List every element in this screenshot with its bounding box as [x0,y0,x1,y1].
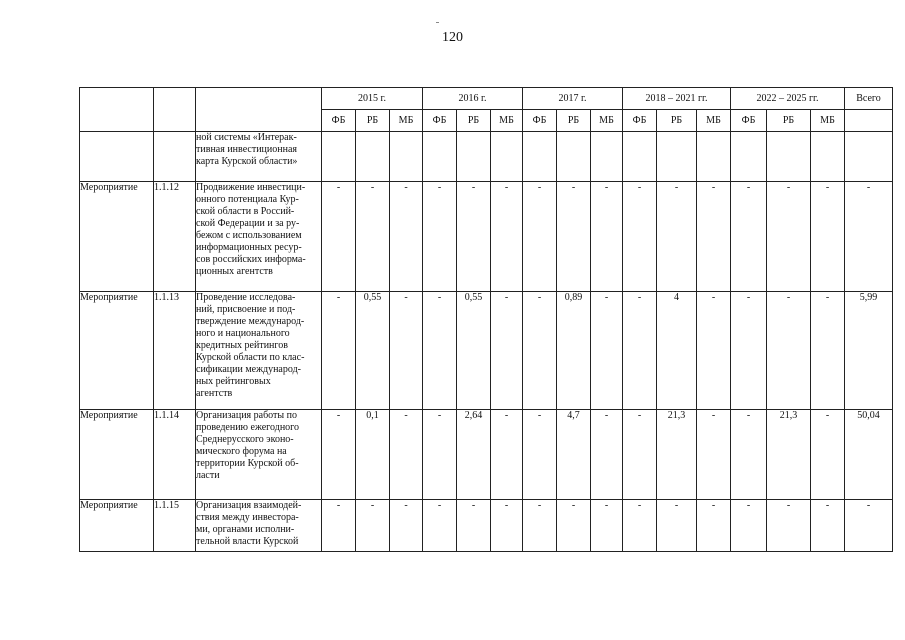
value-cell: - [322,292,356,410]
row-kind: Мероприятие [80,410,154,500]
row-kind: Мероприятие [80,292,154,410]
description-line: ствия между инвестора- [196,512,299,523]
description-line: Курской области по клас- [196,352,305,363]
row-code: 1.1.14 [154,410,196,500]
description-line: карта Курской области» [196,156,298,167]
value-cell: - [356,182,390,292]
table-row [80,410,893,500]
value-cell: - [491,292,523,410]
value-cell [731,132,767,182]
header-row-years [80,88,893,110]
value-cell: - [657,500,697,552]
source-header: МБ [491,110,523,132]
value-cell: - [523,500,557,552]
description-line: кредитных рейтингов [196,340,288,351]
source-header: МБ [697,110,731,132]
value-cell: - [697,182,731,292]
value-cell: 0,55 [356,292,390,410]
row-description [196,292,322,410]
value-cell: - [390,410,423,500]
value-cell [557,132,591,182]
value-cell: - [591,500,623,552]
source-header: РБ [657,110,697,132]
description-line: проведению ежегодного [196,422,300,433]
value-cell: - [591,292,623,410]
total-cell [845,132,893,182]
row-description [196,500,322,552]
value-cell: - [322,410,356,500]
description-line: онного потенциала Кур- [196,194,299,205]
value-cell: - [523,410,557,500]
source-header: МБ [811,110,845,132]
description-line: ний, присвоение и под- [196,304,296,315]
value-cell: - [623,500,657,552]
source-header: РБ [557,110,591,132]
value-cell: - [423,292,457,410]
table-row [80,182,893,292]
value-cell: - [390,500,423,552]
row-kind [80,132,154,182]
source-header: РБ [356,110,390,132]
value-cell: - [523,292,557,410]
value-cell: - [767,182,811,292]
scan-mark [436,22,439,23]
description-line: ской Федерации и за ру- [196,218,300,229]
description-line: сов российских информа- [196,254,306,265]
value-cell: 0,89 [557,292,591,410]
value-cell: - [811,500,845,552]
value-cell: - [811,292,845,410]
source-header: РБ [457,110,491,132]
description-line: мического форума на [196,446,287,457]
row-description [196,182,322,292]
row-kind: Мероприятие [80,500,154,552]
value-cell: 21,3 [767,410,811,500]
value-cell: - [523,182,557,292]
value-cell: 4,7 [557,410,591,500]
value-cell: - [623,410,657,500]
description-line: сификации международ- [196,364,302,375]
value-cell: - [356,500,390,552]
value-cell: - [390,182,423,292]
year-header: 2017 г. [523,88,623,110]
source-header: ФБ [423,110,457,132]
description-line: Проведение исследова- [196,292,296,303]
value-cell: - [591,182,623,292]
table-row [80,132,893,182]
description-line: Организация работы по [196,410,297,421]
row-description [196,132,322,182]
value-cell: 21,3 [657,410,697,500]
value-cell: - [767,292,811,410]
value-cell: - [623,182,657,292]
description-line: ного и национального [196,328,290,339]
value-cell: - [811,182,845,292]
source-header: МБ [591,110,623,132]
total-header: Всего [845,88,893,110]
description-line: ласти [196,470,220,481]
value-cell [356,132,390,182]
description-line: Организация взаимодей- [196,500,302,511]
header-blank-desc [196,88,322,132]
value-cell: - [491,182,523,292]
value-cell: - [423,182,457,292]
value-cell: - [591,410,623,500]
value-cell: - [557,500,591,552]
value-cell: 2,64 [457,410,491,500]
value-cell: - [697,410,731,500]
value-cell: - [811,410,845,500]
value-cell [390,132,423,182]
source-header: ФБ [731,110,767,132]
row-code: 1.1.15 [154,500,196,552]
value-cell [811,132,845,182]
value-cell: - [423,410,457,500]
row-code [154,132,196,182]
table-row [80,292,893,410]
description-line: ных рейтинговых [196,376,271,387]
value-cell [767,132,811,182]
description-line: агентств [196,388,233,399]
description-line: ной системы «Интерак- [196,132,297,143]
value-cell [457,132,491,182]
year-header: 2018 – 2021 гг. [623,88,731,110]
description-line: бежом с использованием [196,230,302,241]
value-cell [423,132,457,182]
budget-table [79,87,893,552]
value-cell: - [457,182,491,292]
description-line: территории Курской об- [196,458,299,469]
value-cell: - [491,500,523,552]
value-cell: - [697,292,731,410]
page-number: 120 [442,30,463,45]
value-cell [322,132,356,182]
description-line: Среднерусского эконо- [196,434,294,445]
description-line: ционных агентств [196,266,273,277]
source-header: ФБ [523,110,557,132]
value-cell [657,132,697,182]
value-cell: - [731,500,767,552]
value-cell: - [697,500,731,552]
row-code: 1.1.12 [154,182,196,292]
value-cell: - [623,292,657,410]
value-cell [697,132,731,182]
total-cell: 5,99 [845,292,893,410]
value-cell [523,132,557,182]
value-cell [623,132,657,182]
source-header: МБ [390,110,423,132]
year-header: 2015 г. [322,88,423,110]
table-row [80,500,893,552]
description-line: тверждение международ- [196,316,305,327]
value-cell: - [390,292,423,410]
value-cell: - [731,410,767,500]
year-header: 2016 г. [423,88,523,110]
value-cell: 4 [657,292,697,410]
year-header: 2022 – 2025 гг. [731,88,845,110]
source-header: ФБ [623,110,657,132]
source-header: ФБ [322,110,356,132]
value-cell: - [322,182,356,292]
total-cell: 50,04 [845,410,893,500]
header-blank-code [154,88,196,132]
source-header: РБ [767,110,811,132]
value-cell: - [491,410,523,500]
description-line: тельной власти Курской [196,536,299,547]
description-line: Продвижение инвестици- [196,182,306,193]
value-cell: - [731,182,767,292]
value-cell: - [767,500,811,552]
value-cell: 0,55 [457,292,491,410]
description-line: информационных ресур- [196,242,302,253]
row-kind: Мероприятие [80,182,154,292]
header-blank-kind [80,88,154,132]
description-line: тивная инвестиционная [196,144,297,155]
description-line: ми, органами исполни- [196,524,295,535]
value-cell [491,132,523,182]
description-line: ской области в Россий- [196,206,295,217]
value-cell [591,132,623,182]
row-code: 1.1.13 [154,292,196,410]
value-cell: - [423,500,457,552]
total-subheader-blank [845,110,893,132]
value-cell: - [657,182,697,292]
value-cell: - [557,182,591,292]
value-cell: - [457,500,491,552]
row-description [196,410,322,500]
value-cell: - [322,500,356,552]
total-cell: - [845,500,893,552]
total-cell: - [845,182,893,292]
value-cell: - [731,292,767,410]
value-cell: 0,1 [356,410,390,500]
